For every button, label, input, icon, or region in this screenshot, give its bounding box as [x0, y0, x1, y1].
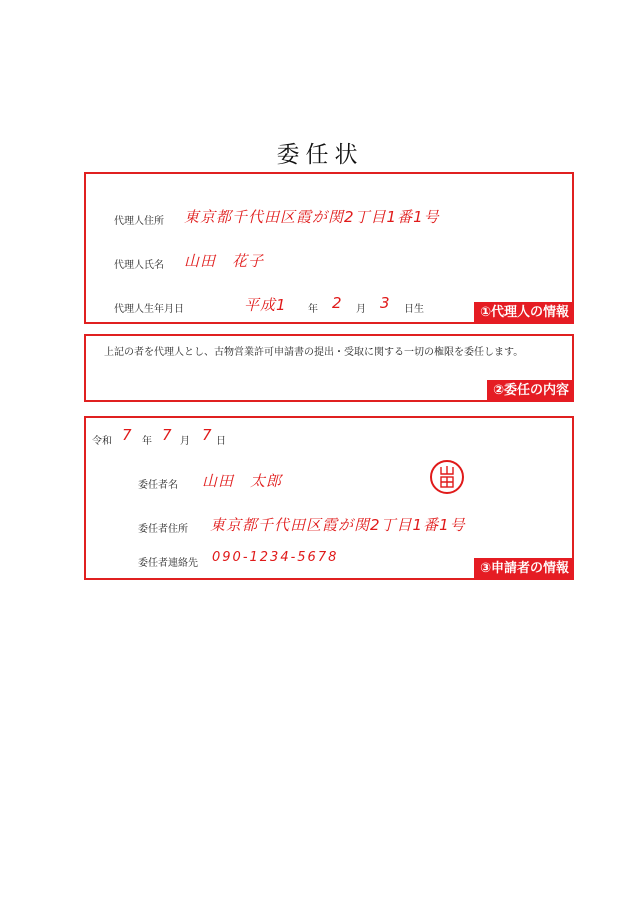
applicant-contact-value: 090-1234-5678 [212, 550, 339, 565]
agent-birth-day: 3 [380, 294, 391, 312]
delegation-text: 上記の者を代理人とし、古物営業許可申請書の提出・受取に関する一切の権限を委任します。 [104, 347, 524, 358]
agent-birth-month-unit: 月 [356, 304, 366, 315]
agent-name-value: 山田 花子 [184, 252, 265, 270]
agent-address-label: 代理人住所 [114, 216, 164, 227]
date-year: 7 [122, 426, 133, 444]
date-day: 7 [202, 426, 213, 444]
agent-birth-era: 平成1 [244, 296, 287, 314]
agent-name-label: 代理人氏名 [114, 260, 164, 271]
delegation-tag: ②委任の内容 [487, 380, 574, 402]
date-year-unit: 年 [142, 436, 152, 447]
agent-info-tag: ①代理人の情報 [474, 302, 574, 324]
agent-birth-month: 2 [332, 294, 343, 312]
agent-birth-day-unit: 日生 [404, 304, 424, 315]
applicant-info-section [84, 416, 574, 580]
applicant-name-label: 委任者名 [138, 480, 178, 491]
applicant-contact-label: 委任者連絡先 [138, 558, 198, 569]
date-day-unit: 日 [216, 436, 226, 447]
applicant-address-value: 東京都千代田区霞が関2丁目1番1号 [210, 516, 466, 534]
delegation-section [84, 334, 574, 402]
applicant-name-value: 山田 太郎 [202, 472, 283, 490]
applicant-info-tag: ③申請者の情報 [474, 558, 574, 580]
agent-birth-label: 代理人生年月日 [114, 304, 184, 315]
agent-birth-year-unit: 年 [308, 304, 318, 315]
date-month: 7 [162, 426, 173, 444]
personal-seal [430, 460, 464, 494]
date-era-label: 令和 [92, 436, 112, 447]
date-month-unit: 月 [180, 436, 190, 447]
agent-info-section [84, 172, 574, 324]
document-title: 委任状 [276, 142, 364, 168]
applicant-address-label: 委任者住所 [138, 524, 188, 535]
agent-address-value: 東京都千代田区霞が関2丁目1番1号 [184, 208, 440, 226]
